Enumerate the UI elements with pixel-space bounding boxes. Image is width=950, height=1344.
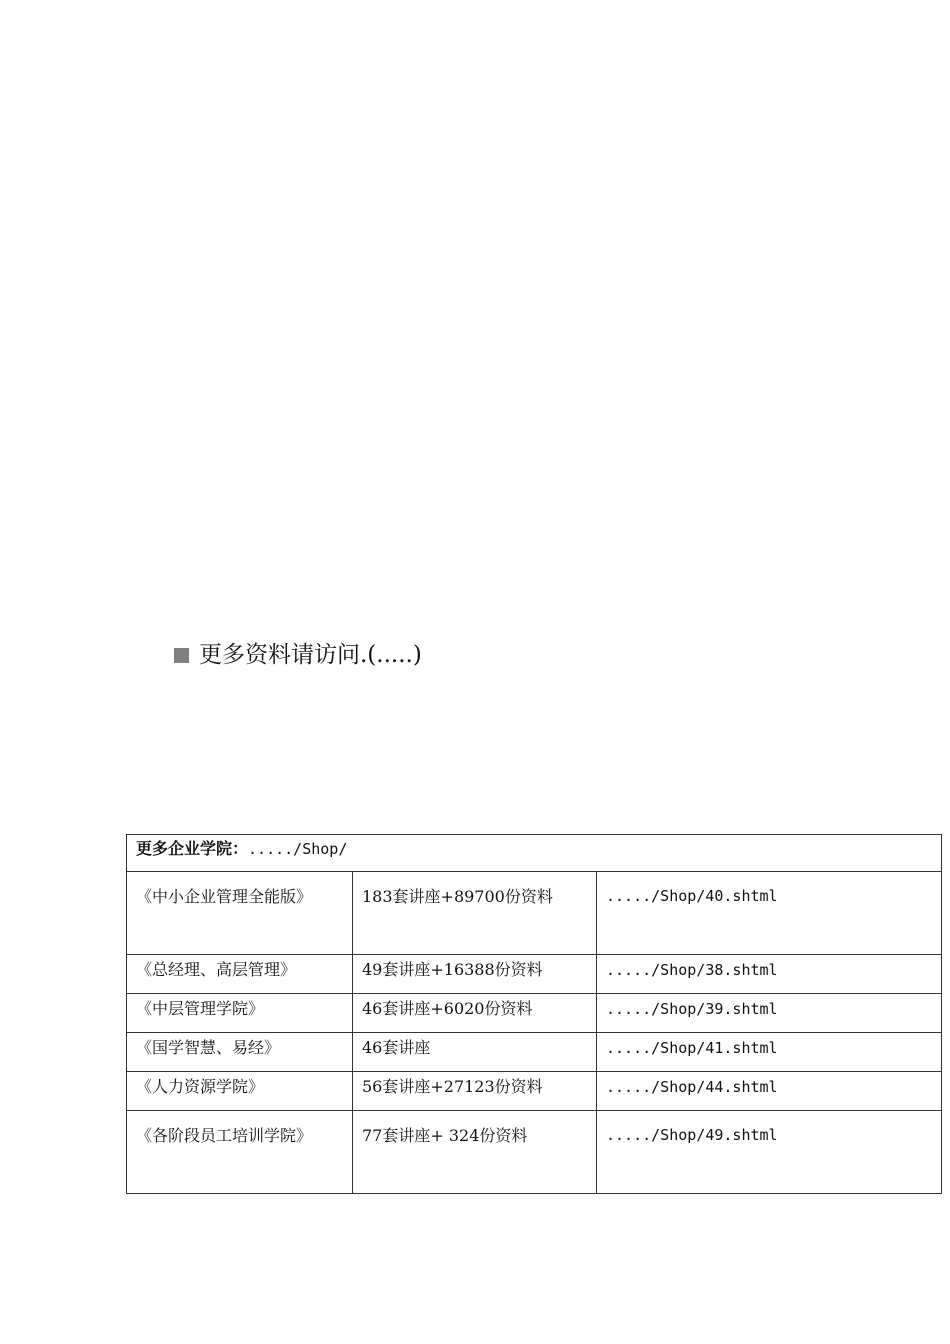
table-row xyxy=(127,1033,942,1072)
course-link[interactable]: ...../Shop/41.shtml xyxy=(597,1033,942,1072)
table-row xyxy=(127,1111,942,1194)
table-row xyxy=(127,1072,942,1111)
course-count: 46套讲座+6020份资料 xyxy=(353,994,597,1033)
course-link[interactable]: ...../Shop/39.shtml xyxy=(597,994,942,1033)
course-title: 《中小企业管理全能版》 xyxy=(127,872,353,955)
course-title: 《国学智慧、易经》 xyxy=(127,1033,353,1072)
table-row xyxy=(127,872,942,955)
course-title: 《中层管理学院》 xyxy=(127,994,353,1033)
course-count: 46套讲座 xyxy=(353,1033,597,1072)
course-count: 77套讲座+ 324份资料 xyxy=(353,1111,597,1194)
course-title: 《总经理、高层管理》 xyxy=(127,955,353,994)
more-resources-line xyxy=(174,640,422,670)
course-count: 183套讲座+89700份资料 xyxy=(353,872,597,955)
table-row xyxy=(127,955,942,994)
more-resources-text: 更多资料请访问.(.....) xyxy=(199,642,422,668)
square-bullet-icon xyxy=(174,648,189,663)
table-header-cell xyxy=(127,835,942,872)
table-row xyxy=(127,994,942,1033)
course-title: 《人力资源学院》 xyxy=(127,1072,353,1111)
header-link[interactable]: ...../Shop/ xyxy=(248,840,348,858)
course-count: 56套讲座+27123份资料 xyxy=(353,1072,597,1111)
enterprise-college-table xyxy=(126,834,942,1194)
table-header-row xyxy=(127,835,942,872)
course-link[interactable]: ...../Shop/49.shtml xyxy=(597,1111,942,1194)
course-count: 49套讲座+16388份资料 xyxy=(353,955,597,994)
course-link[interactable]: ...../Shop/44.shtml xyxy=(597,1072,942,1111)
course-title: 《各阶段员工培训学院》 xyxy=(127,1111,353,1194)
header-label: 更多企业学院： xyxy=(136,839,249,858)
course-link[interactable]: ...../Shop/40.shtml xyxy=(597,872,942,955)
course-link[interactable]: ...../Shop/38.shtml xyxy=(597,955,942,994)
